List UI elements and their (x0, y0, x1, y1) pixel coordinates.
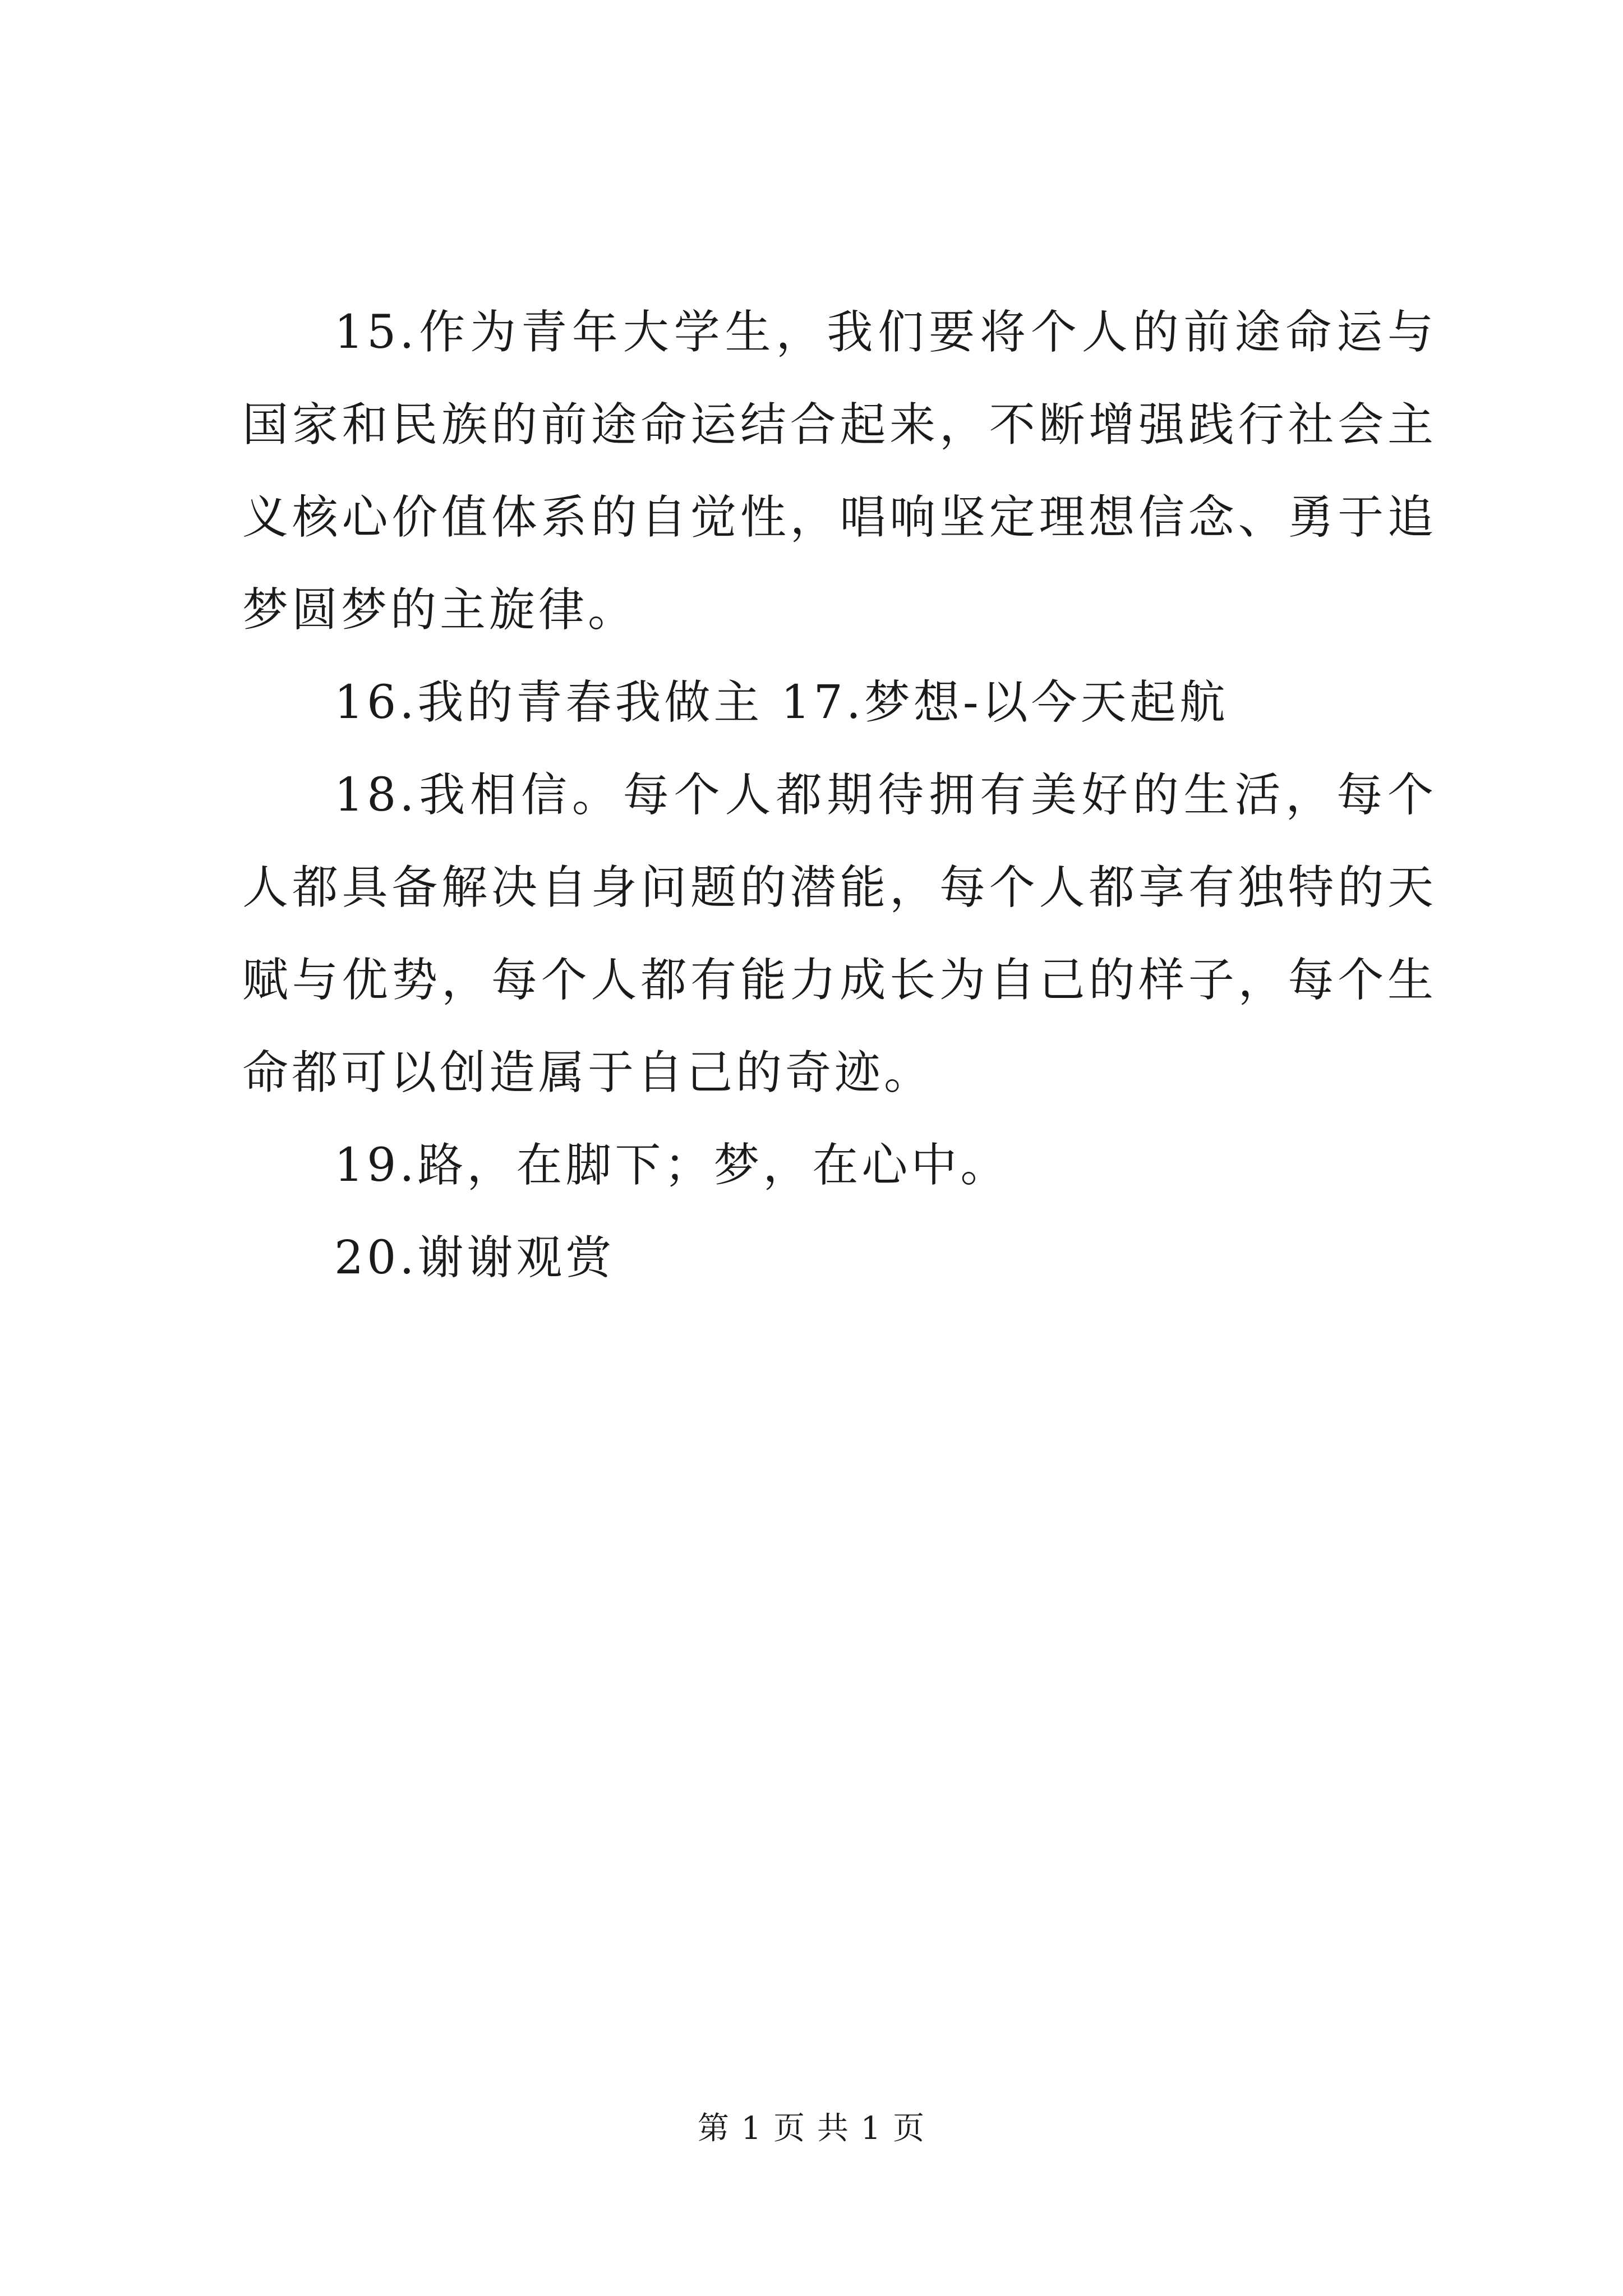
paragraph-20: 20.谢谢观赏 (334, 1231, 615, 1285)
paragraph-18: 18.我相信。每个人都期待拥有美好的生活，每个人都具备解决自身问题的潜能，每个人都享有独特的天赋与优势，每个人都有能力成长为自己的样子，每个生命都可以创造属于自己的奇迹。 (242, 769, 1437, 1099)
document-body (242, 286, 1437, 1304)
paragraph-16-17: 16.我的青春我做主 17.梦想-以今天起航 (334, 676, 1229, 729)
page-footer: 第 1 页 共 1 页 (697, 2110, 926, 2147)
paragraph-19: 19.路，在脚下；梦，在心中。 (334, 1139, 1010, 1192)
paragraph-15: 15.作为青年大学生，我们要将个人的前途命运与国家和民族的前途命运结合起来，不断增强践行社会主义核心价值体系的自觉性，唱响坚定理想信念、勇于追梦圆梦的主旋律。 (242, 306, 1437, 637)
